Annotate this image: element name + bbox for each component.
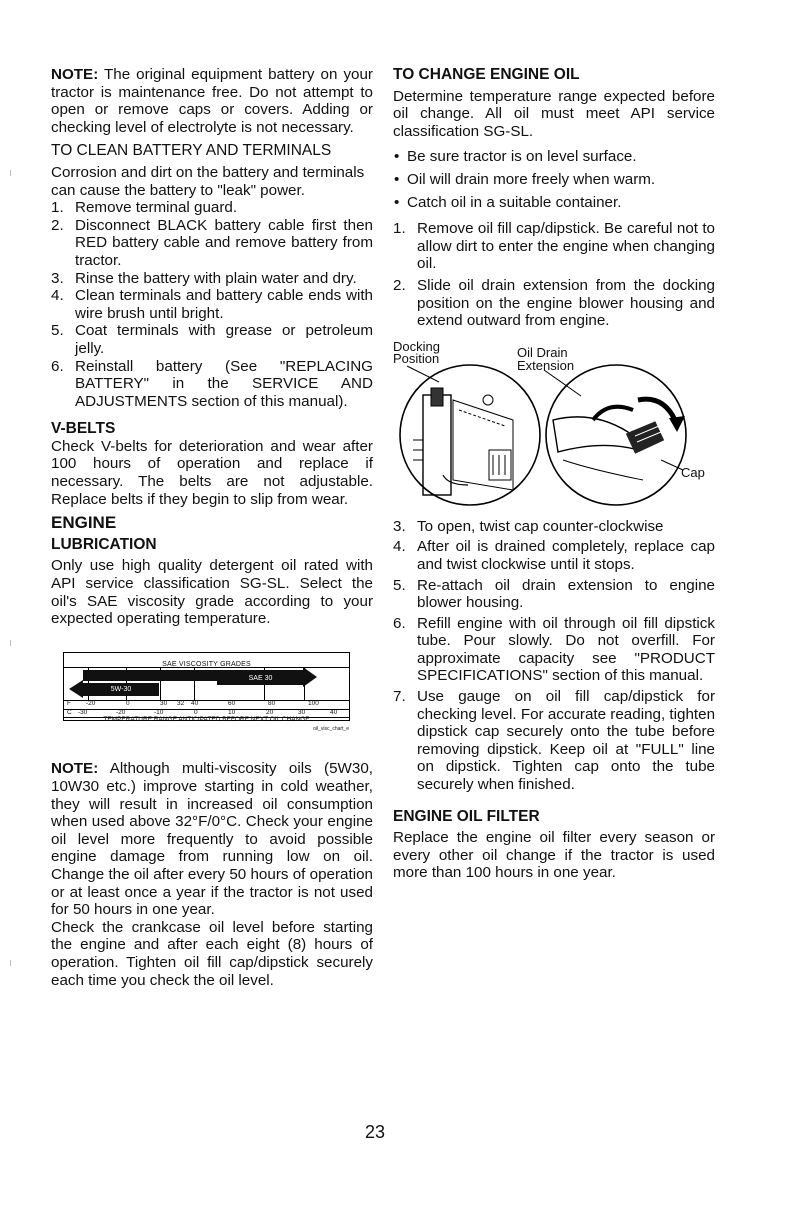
- chart-code: oil_visc_chart_e: [313, 725, 349, 732]
- change-oil-intro: Determine temperature range expected before oil change. All oil must meet API service classification SG-SL.: [393, 87, 715, 140]
- viscosity-chart: [63, 652, 350, 721]
- scan-edge-mark: [10, 170, 11, 176]
- oil-drain-label: Oil Drain: [517, 344, 568, 360]
- change-steps-b: [393, 518, 715, 794]
- crankcase-text: Check the crankcase oil level before starting the engine and after each eight (8) hours of operation. Tighten oil fill cap/dipstick securely each time you check the oil level.: [51, 918, 373, 989]
- position-label: Position: [393, 350, 440, 366]
- list-item: • Oil will drain more freely when warm.: [394, 170, 656, 188]
- list-item: 4. After oil is drained completely, replace cap and twist clockwise until it stops.: [393, 538, 715, 573]
- multi-viscosity-note: NOTE: Although multi-viscosity oils (5W30, 10W30 etc.) improve starting in cold weather, they will result in increased oil consumption when used above 32°F/0°C. Check your engine oil level more frequently to avoid possible engine damage from running low on oil. Change the oil after every 50 hours of operation or at least once a year if the tractor is not used for 50 hours in one year.: [51, 760, 373, 919]
- cap-label: Cap: [681, 464, 705, 480]
- celsius-scale: C -30 -20 -10 0 10 20 30 40: [64, 709, 349, 718]
- vbelts-text: Check V-belts for deterioration and wear after 100 hours of operation and replace if necessary. The belts are not adjustable. Replace belts if they begin to slip from wear.: [51, 437, 373, 508]
- clean-intro: Corrosion and dirt on the battery and terminals can cause the battery to "leak" power.: [51, 163, 365, 199]
- list-item: 2. Slide oil drain extension from the docking position on the engine blower housing and extend outward from engine.: [393, 276, 715, 330]
- oil-filter-text: Replace the engine oil filter every season or every other oil change if the tractor is used more than 100 hours in one year.: [393, 829, 715, 882]
- precaution-list: [393, 148, 715, 211]
- list-item: 6. Refill engine with oil through oil fill dipstick tube. Pour slowly. Do not overfill. For approximate capacity see "PRODUCT SPECIFICATIONS" section of this manual.: [393, 614, 715, 685]
- viscosity-chart-footer: TEMPERATURE RANGE ANTICIPATED BEFORE NEXT OIL CHANGE: [103, 715, 310, 723]
- list-item: 4. Clean terminals and battery cable ends with wire brush until bright.: [51, 287, 373, 322]
- page-number: 23: [365, 1122, 386, 1142]
- list-item: 5. Coat terminals with grease or petroleum jelly.: [51, 322, 373, 357]
- viscosity-band: [64, 667, 349, 701]
- list-item: 1. Remove oil fill cap/dipstick. Be careful not to allow dirt to enter the engine when changing oil.: [393, 220, 715, 273]
- scan-edge-mark: [10, 640, 11, 646]
- grade-5w30: 5W-30: [83, 683, 159, 696]
- note-text: The original equipment battery on your tractor is maintenance free. Do not attempt to open or remove caps or covers. Adding or checking level of electrolyte is not necessary.: [51, 66, 373, 136]
- list-item: • Be sure tractor is on level surface.: [394, 148, 637, 166]
- left-column: [51, 66, 373, 989]
- engine-illustration: [393, 340, 715, 510]
- right-column: [393, 66, 715, 882]
- list-item: 2. Disconnect BLACK battery cable first then RED battery cable and remove battery from tractor.: [51, 216, 373, 269]
- list-item: 3. To open, twist cap counter-clockwise: [393, 517, 664, 535]
- vbelts-heading: V-BELTS: [51, 420, 116, 438]
- oil-filter-heading: ENGINE OIL FILTER: [393, 807, 540, 825]
- docking-label: Docking: [393, 338, 440, 354]
- extension-label: Extension: [517, 357, 575, 373]
- list-item: 3. Rinse the battery with plain water and dry.: [51, 269, 357, 287]
- engine-heading: ENGINE: [51, 513, 117, 533]
- list-item: 1. Remove terminal guard.: [51, 199, 238, 217]
- change-steps-a: [393, 220, 715, 330]
- viscosity-chart-title: SAE VISCOSITY GRADES: [162, 660, 251, 668]
- lubrication-text: Only use high quality detergent oil rated with API service classification SG-SL. Select the oil's SAE viscosity grade according to your expected operating temperature.: [51, 557, 373, 628]
- grade-sae30: SAE 30: [217, 672, 304, 685]
- list-item: • Catch oil in a suitable container.: [394, 193, 622, 211]
- list-item: 7. Use gauge on oil fill cap/dipstick for checking level. For accurate reading, tighten dipstick cap securely onto the tube before removing dipstick. Keep oil at "FULL" line on dipstick. Tighten cap onto the tube securely when finished.: [393, 688, 716, 794]
- fahrenheit-scale: F -20 0 30 32 40 60 80 100: [64, 700, 349, 710]
- lubrication-heading: LUBRICATION: [51, 535, 157, 553]
- list-item: 6. Reinstall battery (See "REPLACING BATTERY" in the SERVICE AND ADJUSTMENTS section of this manual).: [51, 357, 373, 410]
- change-oil-heading: TO CHANGE ENGINE OIL: [393, 66, 580, 83]
- list-item: 5. Re-attach oil drain extension to engine blower housing.: [393, 576, 715, 612]
- oil-drain-diagram: [393, 340, 715, 510]
- note-label: NOTE:: [51, 66, 99, 83]
- clean-steps-list: [51, 199, 373, 410]
- scan-edge-mark: [10, 960, 11, 966]
- clean-battery-heading: TO CLEAN BATTERY AND TERMINALS: [51, 142, 332, 160]
- battery-note: [51, 66, 373, 136]
